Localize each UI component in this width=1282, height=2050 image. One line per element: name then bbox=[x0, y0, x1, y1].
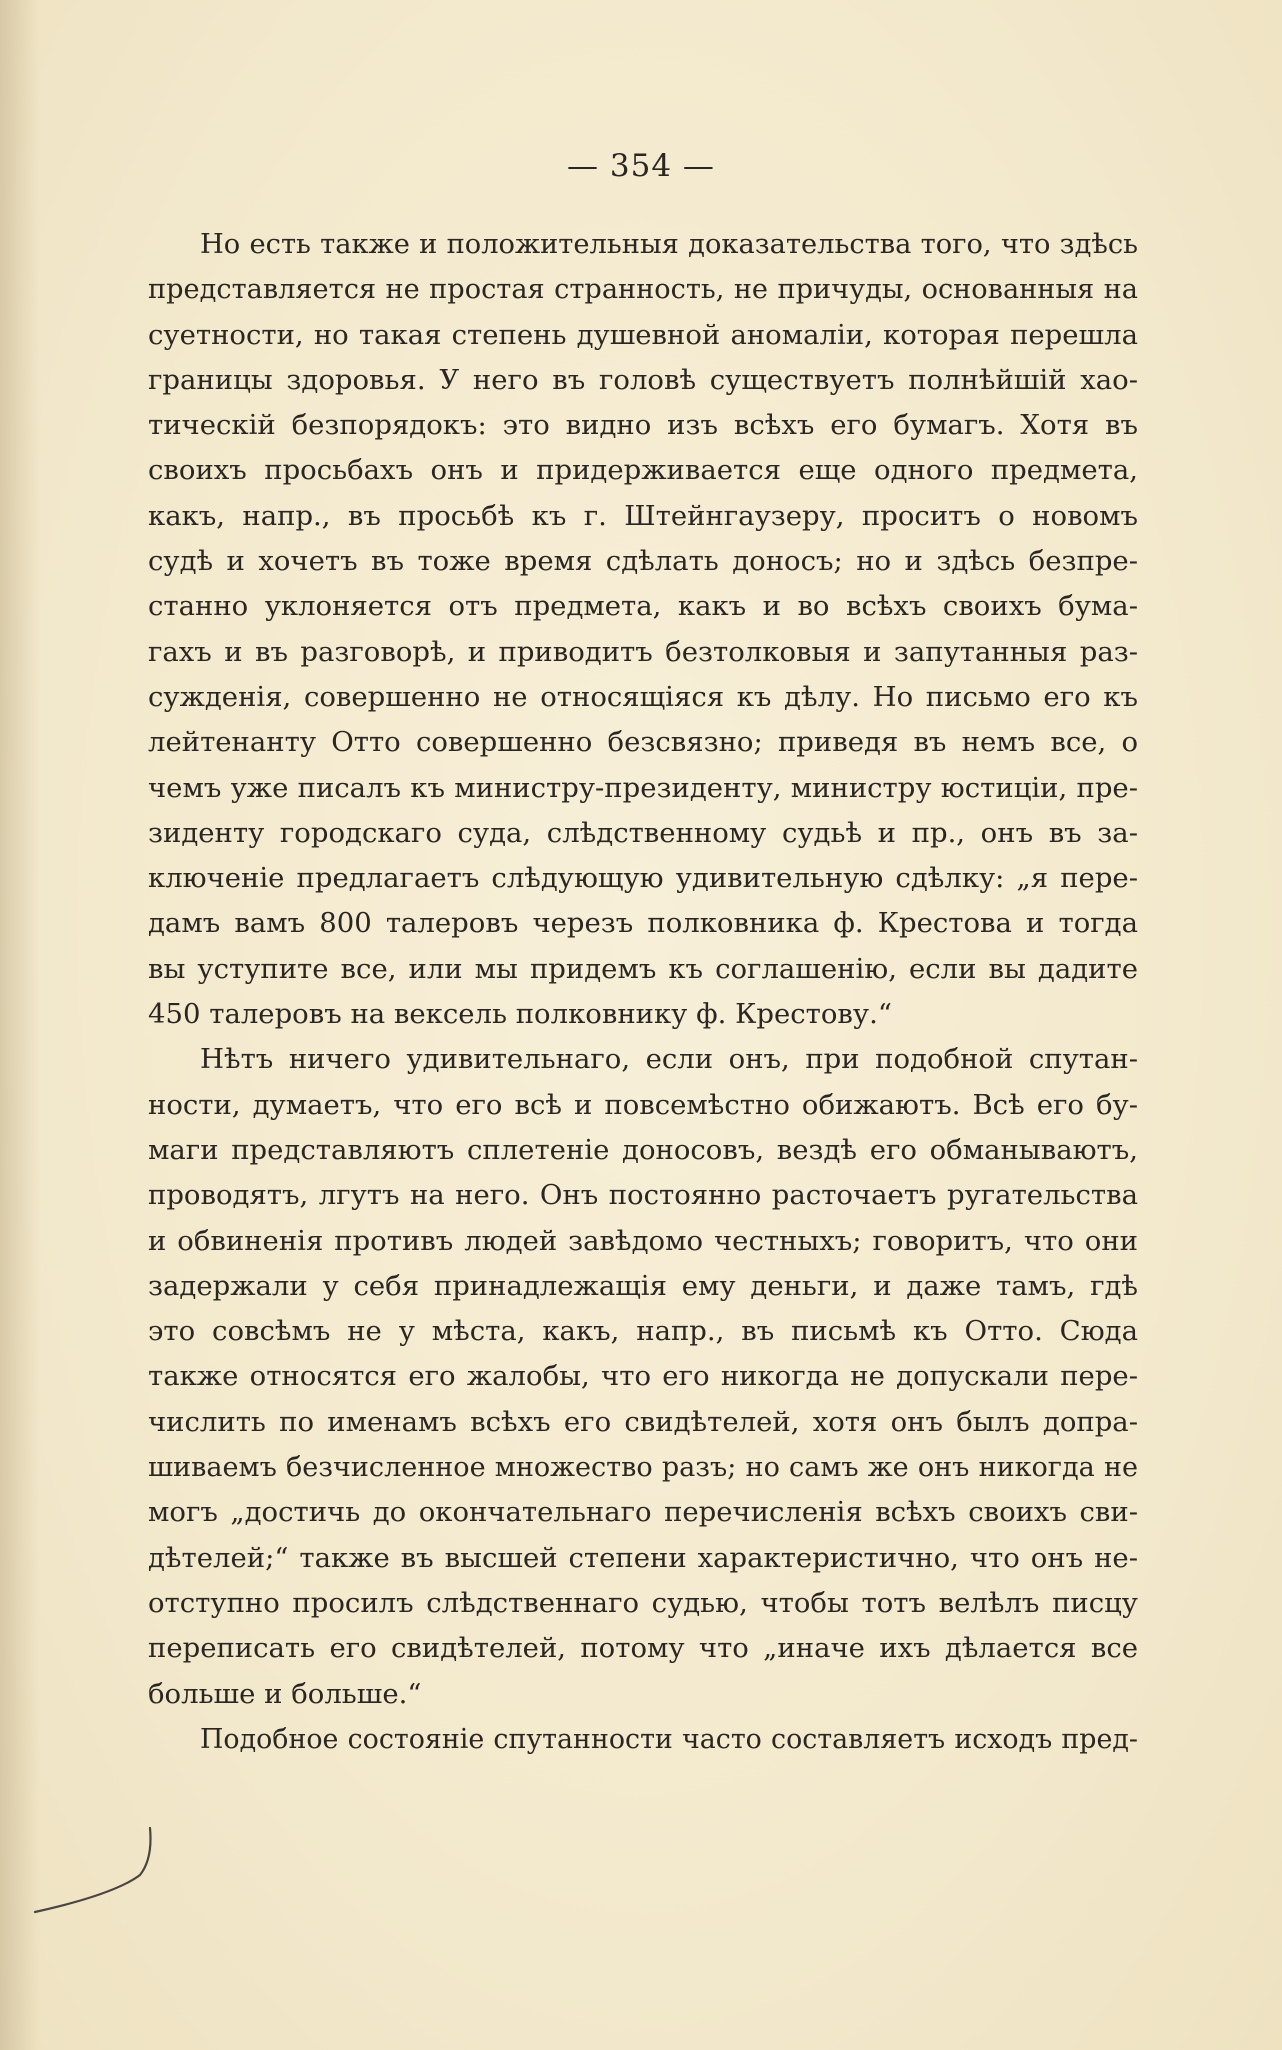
text-line: зиденту городскаго суда, слѣдственному судьѣ и пр., онъ въ за- bbox=[148, 816, 1138, 849]
text-line: сужденія, совершенно не относящіяся къ дѣлу. Но письмо его къ bbox=[148, 680, 1138, 713]
body-text bbox=[148, 222, 1138, 1762]
text-line: вы уступите все, или мы придемъ къ соглашенію, если вы дадите bbox=[148, 952, 1138, 985]
pencil-margin-mark bbox=[30, 1820, 170, 1920]
text-line: чемъ уже писалъ къ министру-президенту, министру юстиціи, пре- bbox=[148, 771, 1138, 804]
paragraph-2 bbox=[148, 1037, 1138, 1716]
text-line: гахъ и въ разговорѣ, и приводитъ безтолковыя и запутанныя раз- bbox=[148, 635, 1138, 668]
text-line: представляется не простая странность, не причуды, основанныя на bbox=[148, 274, 1138, 306]
text-line: судѣ и хочетъ въ тоже время сдѣлать доносъ; но и здѣсь безпре- bbox=[148, 545, 1138, 578]
text-line: числить по именамъ всѣхъ его свидѣтелей, хотя онъ былъ допра- bbox=[148, 1405, 1138, 1438]
text-line: ключеніе предлагаетъ слѣдующую удивительную сдѣлку: „я пере- bbox=[148, 862, 1138, 895]
text-line: какъ, напр., въ просьбѣ къ г. Штейнгаузеру, проситъ о новомъ bbox=[148, 499, 1138, 532]
text-line: переписать его свидѣтелей, потому что „иначе ихъ дѣлается все bbox=[148, 1632, 1138, 1665]
paragraph-1 bbox=[148, 222, 1138, 1037]
text-line: и обвиненія противъ людей завѣдомо честныхъ; говоритъ, что они bbox=[148, 1224, 1138, 1257]
text-line: больше и больше.“ bbox=[148, 1677, 422, 1710]
text-line: Нѣтъ ничего удивительнаго, если онъ, при подобной спутан- bbox=[200, 1043, 1138, 1076]
text-line: станно уклоняется отъ предмета, какъ и во всѣхъ своихъ бума- bbox=[148, 590, 1138, 623]
text-line: шиваемъ безчисленное множество разъ; но самъ же онъ никогда не bbox=[148, 1452, 1138, 1484]
page-spine-shadow bbox=[0, 0, 40, 2050]
text-line: также относятся его жалобы, что его никогда не допускали пере- bbox=[148, 1360, 1138, 1393]
text-line: могъ „достичь до окончательнаго перечисленія всѣхъ своихъ сви- bbox=[148, 1496, 1138, 1529]
text-line: ности, думаетъ, что его всѣ и повсемѣстно обижаютъ. Всѣ его бу- bbox=[148, 1088, 1138, 1121]
text-line: границы здоровья. У него въ головѣ существуетъ полнѣйшій хао- bbox=[148, 363, 1138, 396]
text-line: Подобное состояніе спутанности часто составляетъ исходъ пред- bbox=[200, 1723, 1138, 1755]
text-line: лейтенанту Отто совершенно безсвязно; приведя въ немъ все, о bbox=[148, 726, 1138, 759]
text-line: отступно просилъ слѣдственнаго судью, чтобы тотъ велѣлъ писцу bbox=[148, 1586, 1138, 1619]
paragraph-3 bbox=[148, 1717, 1138, 1762]
text-line: дамъ вамъ 800 талеровъ черезъ полковника ф. Крестова и тогда bbox=[148, 907, 1138, 940]
text-line: дѣтелей;“ также въ высшей степени характеристично, что онъ не- bbox=[148, 1541, 1138, 1574]
page-number: — 354 — bbox=[567, 148, 715, 184]
text-line: проводятъ, лгутъ на него. Онъ постоянно расточаетъ ругательства bbox=[148, 1179, 1138, 1212]
text-line: тическій безпорядокъ: это видно изъ всѣхъ его бумагъ. Хотя въ bbox=[148, 409, 1138, 442]
text-line: Но есть также и положительныя доказательства того, что здѣсь bbox=[200, 229, 1138, 260]
text-line: суетности, но такая степень душевной аномаліи, которая перешла bbox=[148, 318, 1138, 351]
text-line: маги представляютъ сплетеніе доносовъ, вездѣ его обманываютъ, bbox=[148, 1133, 1138, 1166]
text-line: своихъ просьбахъ онъ и придерживается еще одного предмета, bbox=[148, 454, 1138, 487]
text-line: задержали у себя принадлежащія ему деньги, и даже тамъ, гдѣ bbox=[148, 1269, 1138, 1302]
text-line: это совсѣмъ не у мѣста, какъ, напр., въ письмѣ къ Отто. Сюда bbox=[148, 1315, 1138, 1348]
text-line: 450 талеровъ на вексель полковнику ф. Крестову.“ bbox=[148, 998, 892, 1031]
